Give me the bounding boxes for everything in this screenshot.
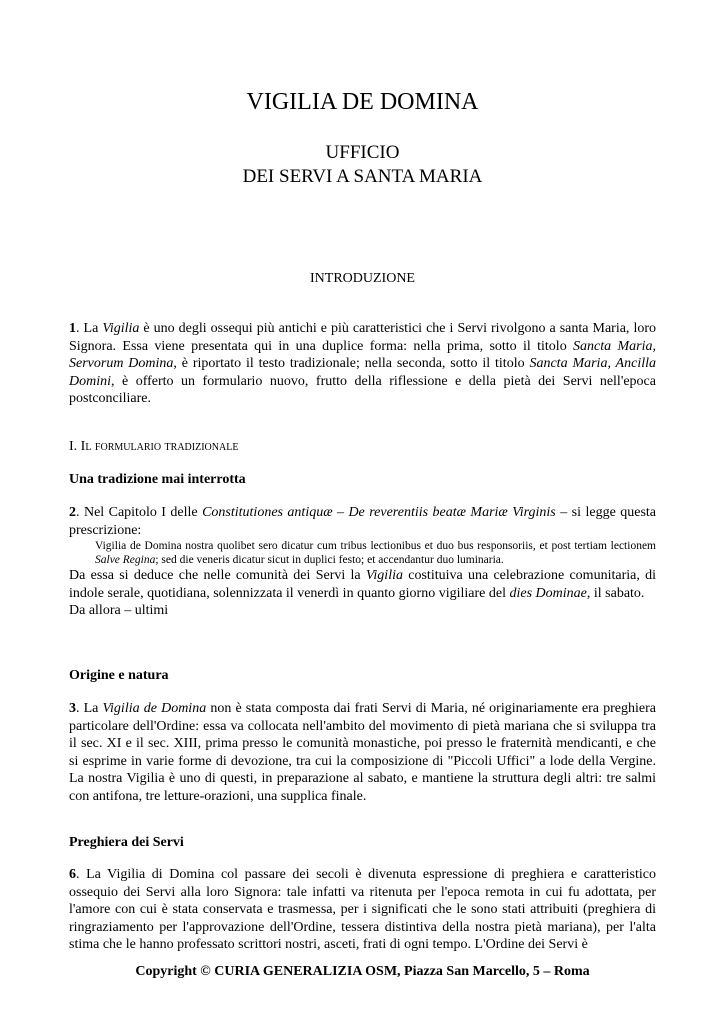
paragraph-1 <box>69 320 656 408</box>
subheading-1-block <box>69 471 656 489</box>
section-1-heading <box>69 438 656 456</box>
text-run: , è offerto un formulario nuovo, frutto della riflessione e della pietà dei Servi nell'epoca postconciliare. <box>69 373 656 406</box>
paragraph-2-note: Da allora – ultimi <box>69 603 169 618</box>
text-run: , il sabato. <box>586 585 645 601</box>
text-run: ; sed die veneris dicatur sicut in duplici festo; et accendantur duo luminaria. <box>155 554 504 566</box>
latin-quote <box>69 539 656 567</box>
text-run: . La <box>76 701 103 716</box>
text-run: I. I <box>69 439 86 454</box>
paragraph-2-continued <box>69 567 656 602</box>
italic-run: Vigilia <box>102 321 140 336</box>
paragraph-number: 3 <box>69 701 76 716</box>
document-subtitle-line1: UFFICIO <box>325 142 400 163</box>
text-run: – si legge questa prescrizione: <box>69 505 656 538</box>
italic-run: Vigilia de Domina <box>102 701 207 716</box>
document-subtitle-line2: DEI SERVI A SANTA MARIA <box>242 166 483 187</box>
paragraph-6-block <box>69 866 656 954</box>
paragraph-1-block <box>69 320 656 408</box>
text-run: l formulario tradizionale <box>85 439 239 454</box>
subheading-3-block <box>69 834 656 852</box>
text-run: è uno degli ossequi più antichi e più caratteristici che i Servi rivolgono a santa Maria, loro Signora. Essa viene presentata qui in una duplice forma: nella prima, sotto il titolo <box>69 321 657 354</box>
italic-run: dies Dominae <box>509 585 587 601</box>
subheading-2-block <box>69 667 656 685</box>
subheading-tradizione: Una tradizione mai interrotta <box>69 472 246 487</box>
subheading-origine: Origine e natura <box>69 668 169 683</box>
italic-run: Vigilia <box>365 568 403 583</box>
italic-run: Sancta Maria, Servorum Domina <box>69 338 656 371</box>
paragraph-2 <box>69 504 656 539</box>
paragraph-number: 2 <box>69 505 76 520</box>
text-run: costituiva una celebrazione comunitaria, di indole serale, quotidiana, solennizzata il venerdì in quanto giorno vigiliare del <box>69 568 657 601</box>
italic-run: Sancta Maria, Ancilla Domini <box>69 356 656 389</box>
paragraph-3 <box>69 700 656 805</box>
copyright-footer: Copyright © CURIA GENERALIZIA OSM, Piazza San Marcello, 5 – Roma <box>135 964 590 979</box>
paragraph-2-block <box>69 504 656 620</box>
text-run: , è riportato il testo tradizionale; nella seconda, sotto il titolo <box>173 356 530 371</box>
italic-run: Salve Regina <box>95 554 156 566</box>
text-run: non è stata composta dai frati Servi di Maria, né originariamente era preghiera particolare dell'Ordine: essa va collocata nell'ambito del movimento di pietà mariana che si sviluppa tra il sec. XI e il sec. XIII, prima presso le comunità monastiche, poi presso le fraternità mendicanti, e che si esprime in varie forme di devozione, tra cui la composizione di "Piccoli Uffici" a lode della Vergine. La nostra Vigilia è uno di questi, in preparazione al sabato, e mantiene la struttura degli altri: tre salmi con antifona, tre letture-orazioni, una supplica finale. <box>69 701 657 804</box>
text-run: . La <box>76 321 103 336</box>
paragraph-3-block <box>69 700 656 805</box>
text-run: . La Vigilia di Domina col passare dei secoli è divenuta espressione di preghiera e caratteristico ossequio dei Servi alla loro Signora: tale infatti va ritenuta per l'epoca remota in cui fu adottata, per l'amore con cui è stata conservata e trasmessa, per i significati che le sono stati attribuiti (preghiera di ringraziamento per l'approvazione dell'Ordine, tessera distintiva della nostra pietà mariana), per l'alta stima che le hanno professato scrittori nostri, asceti, frati di ogni tempo. L'Ordine dei Servi è <box>69 867 656 952</box>
italic-run: Constitutiones antiquæ – De reverentiis beatæ Mariæ Virginis <box>202 505 556 520</box>
paragraph-number: 6 <box>69 867 76 882</box>
text-run: . Nel Capitolo I delle <box>76 505 203 520</box>
text-run: Da essa si deduce che nelle comunità dei Servi la <box>69 568 366 583</box>
subheading-preghiera: Preghiera dei Servi <box>69 835 184 850</box>
paragraph-6 <box>69 866 656 954</box>
introduction-heading: INTRODUZIONE <box>310 271 415 286</box>
text-run: Vigilia de Domina nostra quolibet sero dicatur cum tribus lectionibus et duo bus responsoriis, et post tertiam lectionem <box>95 540 656 552</box>
section-1-heading-block <box>69 438 656 456</box>
document-title: VIGILIA DE DOMINA <box>246 89 479 115</box>
paragraph-number: 1 <box>69 321 76 336</box>
